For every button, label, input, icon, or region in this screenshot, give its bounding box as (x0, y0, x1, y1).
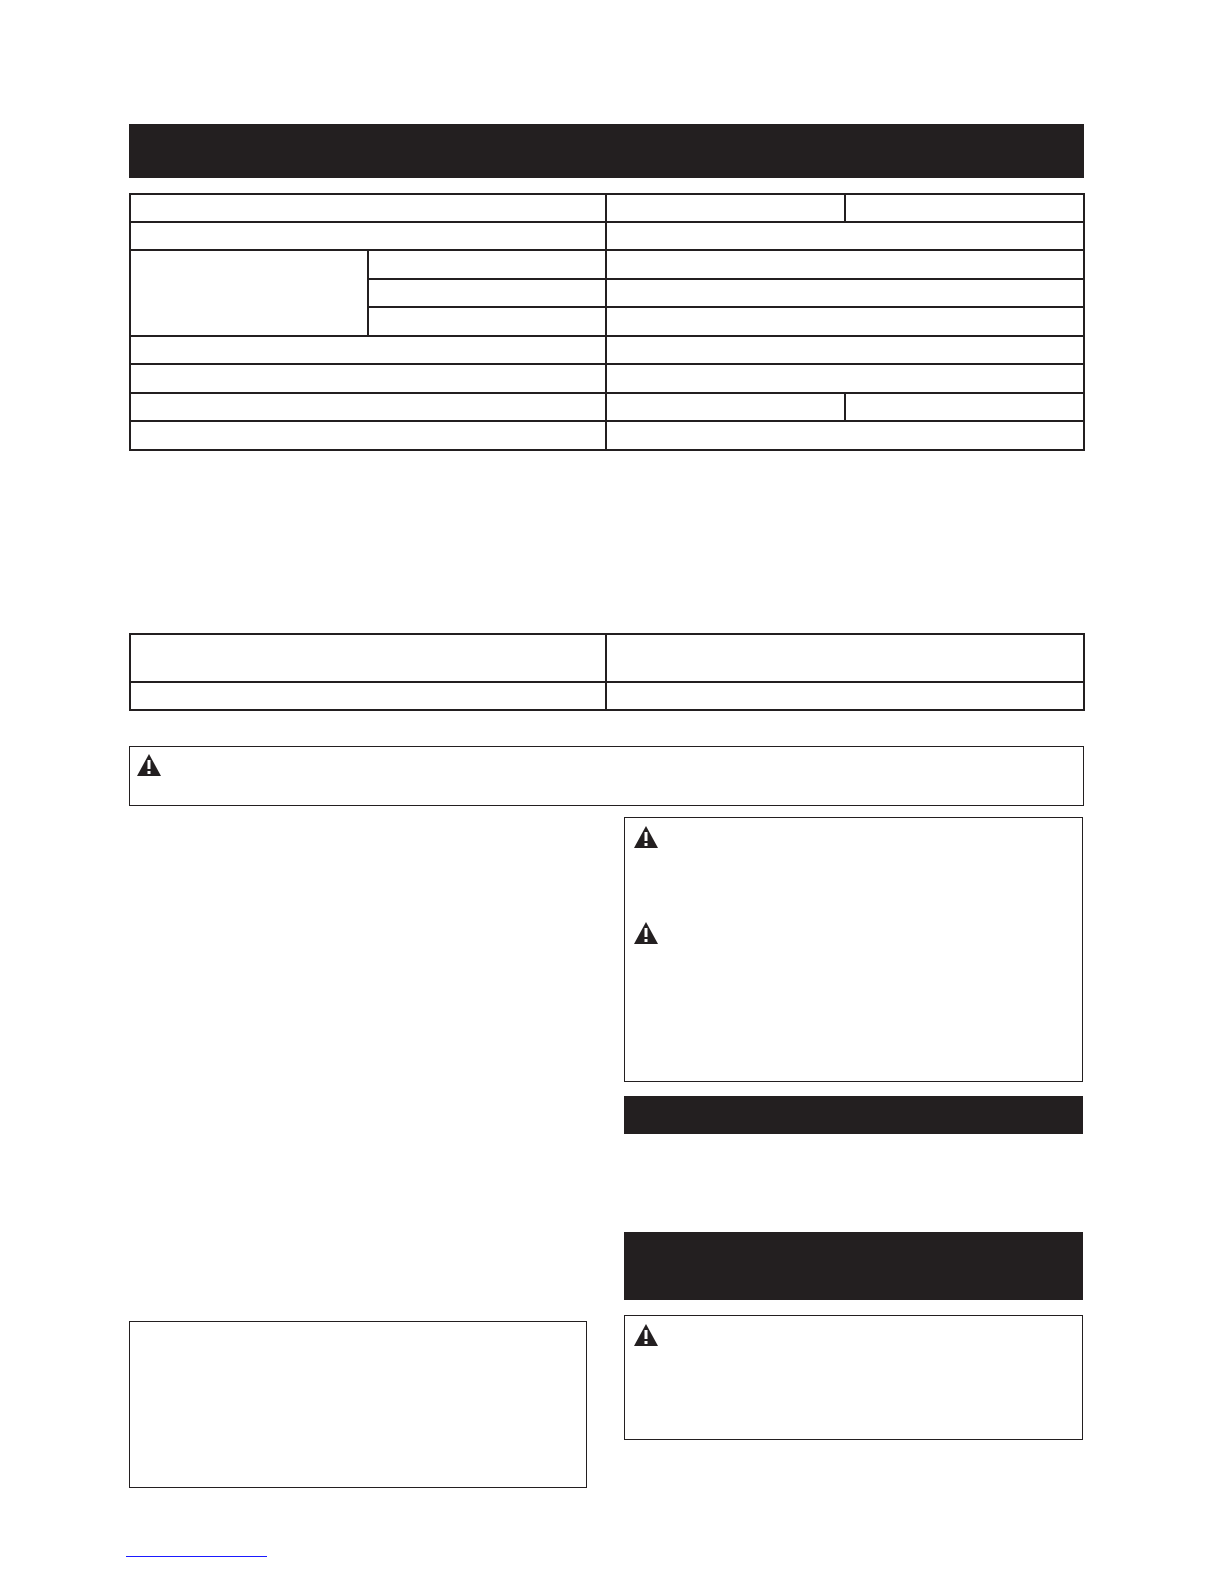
spec-row-divider (129, 363, 1085, 365)
bottom-link-underline[interactable] (126, 1556, 267, 1557)
specification-table (129, 193, 1085, 451)
secondary-table (129, 633, 1085, 711)
top-heading-bar (129, 124, 1084, 178)
right-warning-box (624, 817, 1083, 1082)
spec-row-divider (129, 392, 1085, 394)
lower-heading-bar (624, 1232, 1083, 1300)
spec-table-outline (129, 193, 1085, 451)
warning-triangle-icon (136, 753, 162, 777)
spec-column-divider (844, 392, 846, 420)
secondary-column-divider (605, 633, 607, 711)
spec-row-divider (367, 278, 1085, 280)
spec-row-divider (129, 221, 1085, 223)
spec-row-divider (129, 420, 1085, 422)
notice-heading-bar (624, 1096, 1083, 1134)
warning-triangle-icon (633, 825, 659, 849)
spec-row-divider (367, 306, 1085, 308)
spec-row-divider (129, 335, 1085, 337)
spec-column-divider (844, 193, 846, 221)
warning-triangle-icon (633, 921, 659, 945)
lower-warning-box (624, 1315, 1083, 1440)
left-notice-box (129, 1321, 587, 1488)
warning-triangle-icon (633, 1323, 659, 1347)
secondary-table-outline (129, 633, 1085, 711)
spec-row-divider (129, 249, 1085, 251)
spec-column-divider (605, 193, 607, 451)
spec-column-divider (367, 249, 369, 335)
secondary-row-divider (129, 681, 1085, 683)
general-warning-box (129, 746, 1084, 806)
